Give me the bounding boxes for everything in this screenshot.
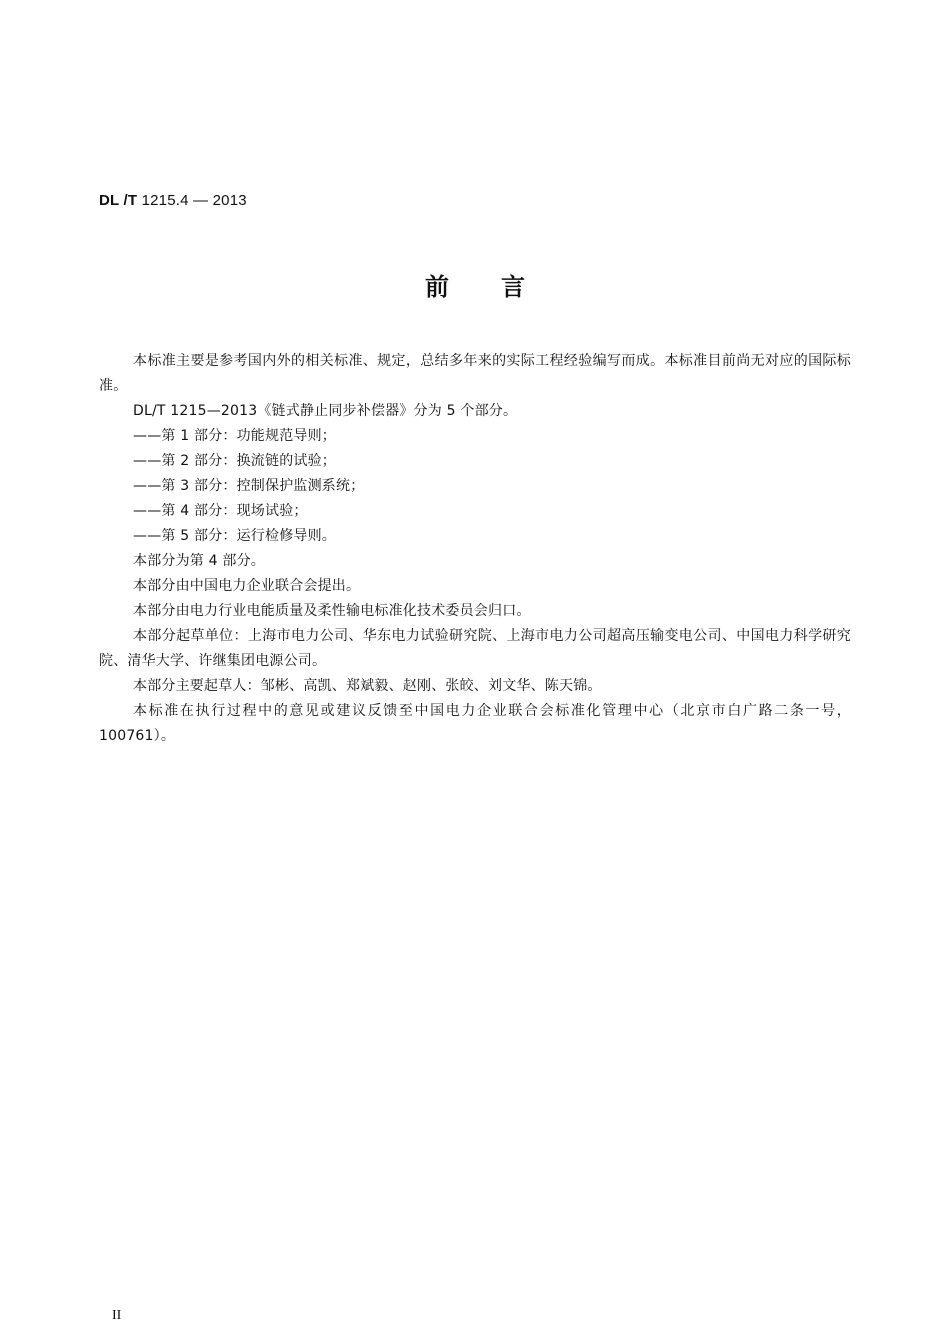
list-item: ——第 3 部分：控制保护监测系统； (133, 478, 365, 494)
paragraph-parts-intro: DL/T 1215—2013《链式静止同步补偿器》分为 5 个部分。 (133, 403, 518, 419)
list-item: ——第 1 部分：功能规范导则； (133, 428, 337, 444)
paragraph-centralized: 本部分由电力行业电能质量及柔性输电标准化技术委员会归口。 (133, 603, 531, 619)
list-item: ——第 2 部分：换流链的试验； (133, 453, 337, 469)
foreword-body (99, 349, 851, 749)
paragraph-drafting-units: 本部分起草单位：上海市电力公司、华东电力试验研究院、上海市电力公司超高压输变电公司、中国电力科学研究院、清华大学、许继集团电源公司。 (99, 628, 851, 669)
document-code (99, 190, 247, 212)
paragraph-drafters: 本部分主要起草人：邹彬、高凯、郑斌毅、赵刚、张皎、刘文华、陈天锦。 (133, 678, 602, 694)
document-code-prefix: DL /T (99, 192, 138, 209)
paragraph-scope: 本标准主要是参考国内外的相关标准、规定，总结多年来的实际工程经验编写而成。本标准目前尚无对应的国际标准。 (99, 353, 851, 394)
page-number: II (112, 1308, 122, 1323)
document-code-number: 1215.4 — 2013 (137, 192, 247, 209)
paragraph-feedback: 本标准在执行过程中的意见或建议反馈至中国电力企业联合会标准化管理中心（北京市白广路二条一号，100761）。 (99, 703, 851, 744)
paragraph-proposer: 本部分由中国电力企业联合会提出。 (133, 578, 361, 594)
list-item: ——第 5 部分：运行检修导则。 (133, 528, 337, 544)
paragraph-this-part: 本部分为第 4 部分。 (133, 553, 266, 569)
section-title: 前言 (425, 273, 577, 301)
list-item: ——第 4 部分：现场试验； (133, 503, 308, 519)
